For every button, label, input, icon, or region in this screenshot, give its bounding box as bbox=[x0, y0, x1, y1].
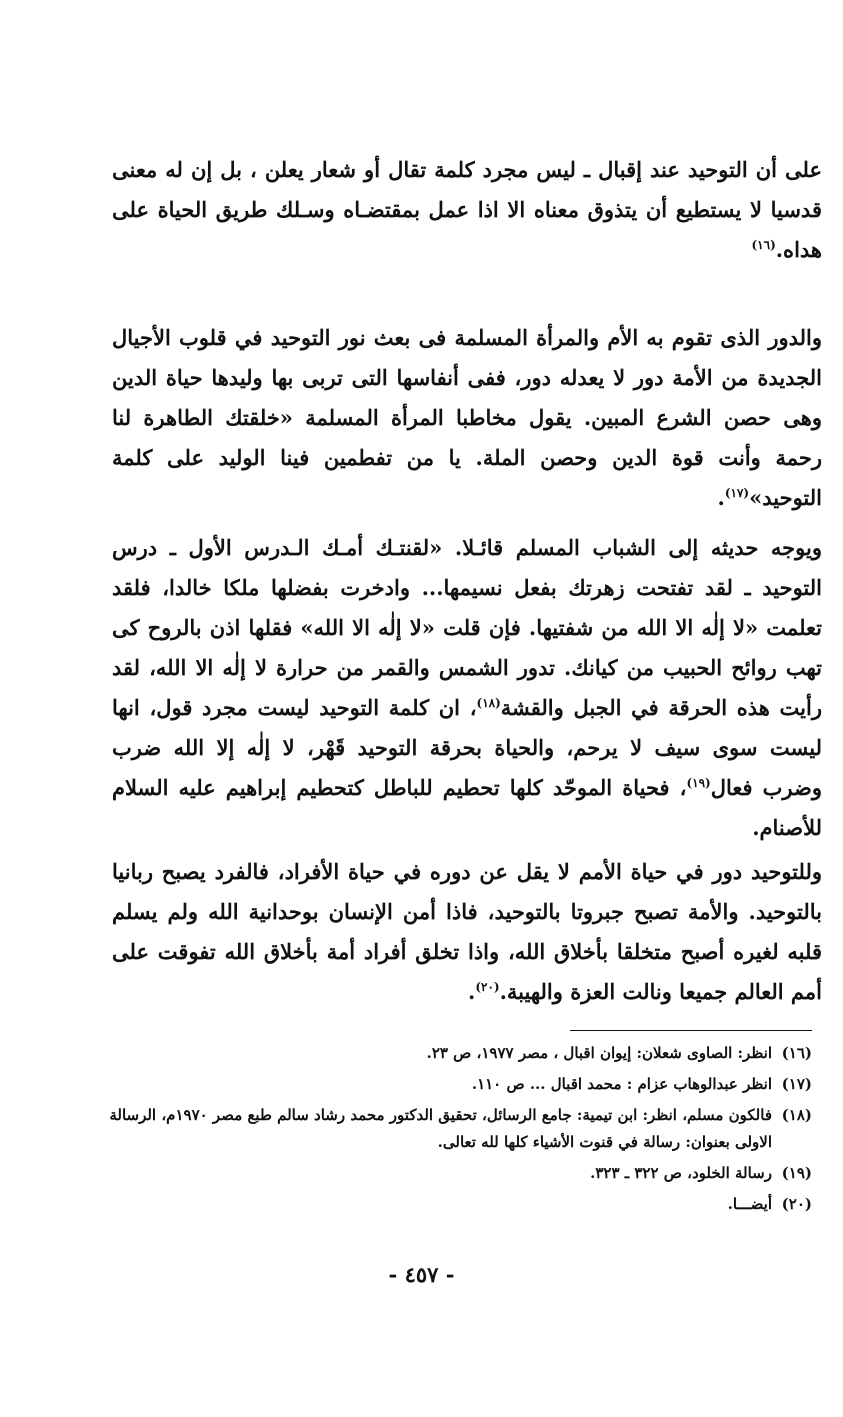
footnote-20 bbox=[100, 1191, 812, 1218]
footnote-number: (١٦) bbox=[781, 1044, 812, 1062]
footnote-text: انظر عبدالوهاب عزام : محمد اقبال ... ص ١١٠. bbox=[471, 1075, 772, 1093]
footnote-16 bbox=[100, 1040, 812, 1067]
paragraph-3-text-part1: ويوجه حديثه إلى الشباب المسلم قائـلا. «لقنتـك أمـك الـدرس الأول ـ درس التوحيد ـ لقد تفتحت زهرتك بفعل نسيمها... وادخرت بفضلها ملكا خالدا، فلقد تعلمت «لا إلٰه الا الله من شفتيها. فإن قلت «لا إلٰه الا الله» فقلها اذن بالروح كى تهب روائح الحبيب من كيانك. تدور الشمس والقمر من حرارة لا إلٰه الا الله، لقد رأيت هذه الحرقة في الجبل والقشة bbox=[112, 535, 822, 720]
paragraph-4-text: وللتوحيد دور في حياة الأمم لا يقل عن دوره في حياة الأفراد، فالفرد يصبح ربانيا بالتوحيد. والأمة تصبح جبروتا بالتوحيد، فاذا أمن الإنسان بوحدانية الله ولم يسلم قلبه لغيره أصبح متخلقا بأخلاق الله، واذا تخلق أفراد أمة بأخلاق الله تفوقت على أمم العالم جميعا ونالت العزة والهيبة. bbox=[112, 859, 822, 1004]
footnote-18 bbox=[100, 1102, 812, 1156]
footnote-19 bbox=[100, 1160, 812, 1187]
footnote-ref-16[interactable]: (١٦) bbox=[751, 238, 776, 252]
footnote-number: (٢٠) bbox=[781, 1195, 812, 1213]
paragraph-4-body bbox=[112, 852, 822, 1012]
footnote-text: رسالة الخلود، ص ٣٢٢ ـ ٣٢٣. bbox=[590, 1164, 772, 1182]
footnote-text: أيضـــا. bbox=[727, 1195, 772, 1213]
footnotes-section bbox=[100, 1040, 812, 1222]
footnote-ref-17[interactable]: (١٧) bbox=[724, 486, 750, 500]
footnote-number: (١٩) bbox=[781, 1164, 812, 1182]
paragraph-2 bbox=[112, 318, 822, 518]
paragraph-3-body bbox=[112, 528, 822, 848]
paragraph-3-text-part3: ، فحياة الموحّد كلها تحطيم للباطل كتحطيم إبراهيم عليه السلام للأصنام. bbox=[112, 775, 822, 840]
paragraph-4-tail: . bbox=[468, 979, 476, 1004]
footnote-ref-18[interactable]: (١٨) bbox=[476, 696, 501, 710]
footnote-ref-20[interactable]: (٢٠) bbox=[475, 980, 500, 994]
paragraph-1-text: على أن التوحيد عند إقبال ـ ليس مجرد كلمة تقال أو شعار يعلن ، بل إن له معنى قدسيا لا يستطيع أن يتذوق معناه الا اذا عمل بمقتضـاه وسـلك طريق الحياة على هداه. bbox=[112, 157, 822, 262]
footnote-number: (١٧) bbox=[781, 1075, 812, 1093]
page-number: - ٤٥٧ - bbox=[388, 1262, 455, 1287]
footnote-ref-19[interactable]: (١٩) bbox=[686, 776, 711, 790]
paragraph-1-body bbox=[112, 150, 822, 270]
footnote-17 bbox=[100, 1071, 812, 1098]
paragraph-3-text-part2: ، ان كلمة التوحيد ليست مجرد قول، انها ليست سوى سيف لا يرحم، والحياة بحرقة التوحيد قَهْر، لا إلٰه إلا الله ضرب وضرب فعال bbox=[112, 695, 822, 800]
paragraph-1 bbox=[112, 150, 822, 270]
footnote-divider bbox=[570, 1030, 812, 1031]
footnote-number: (١٨) bbox=[781, 1106, 812, 1124]
paragraph-2-tail: . bbox=[717, 485, 725, 510]
paragraph-4 bbox=[112, 852, 822, 1012]
paragraph-2-text: والدور الذى تقوم به الأم والمرأة المسلمة فى بعث نور التوحيد في قلوب الأجيال الجديدة من الأمة دور لا يعدله دور، ففى أنفاسها التى تربى بها وليدها حياة الدين وهى حصن الشرع المبين. يقول مخاطبا المرأة المسلمة «خلقتك الطاهرة لنا رحمة وأنت قوة الدين وحصن الملة. يا من تفطمين فينا الوليد على كلمة التوحيد» bbox=[112, 325, 822, 510]
paragraph-3 bbox=[112, 528, 822, 848]
footnote-text: انظر: الصاوى شعلان: إيوان اقبال ، مصر ١٩٧٧، ص ٢٣. bbox=[426, 1044, 772, 1062]
footnote-text: فالكون مسلم، انظر: ابن تيمية: جامع الرسائل، تحقيق الدكتور محمد رشاد سالم طبع مصر ١٩٧٠م، الرسالة الاولى بعنوان: رسالة في قنوت الأشياء كلها لله تعالى. bbox=[109, 1106, 772, 1151]
paragraph-2-body bbox=[112, 318, 822, 518]
